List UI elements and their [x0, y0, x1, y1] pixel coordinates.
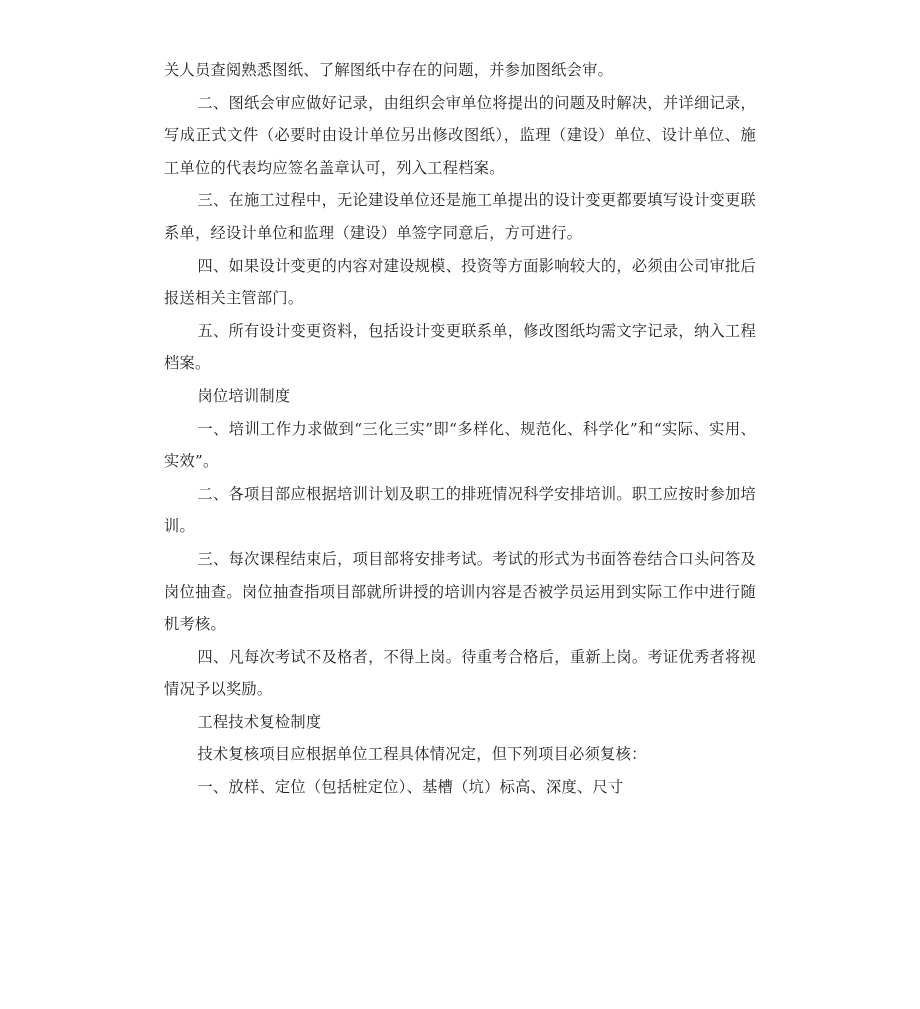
paragraph-drawing-review-record: 二、图纸会审应做好记录，由组织会审单位将提出的问题及时解决，并详细记录，写成正式文件（必要时由设计单位另出修改图纸），监理（建设）单位、设计单位、施工单位的代表均应签名盖章认可，列入工程档案。 [164, 93, 756, 177]
paragraph-training-schedule: 二、各项目部应根据培训计划及职工的排班情况科学安排培训。职工应按时参加培训。 [164, 484, 756, 536]
paragraph-review-item-one: 一、放样、定位（包括桩定位）、基槽（坑）标高、深度、尺寸 [197, 778, 624, 797]
paragraph-change-archive: 五、所有设计变更资料，包括设计变更联系单，修改图纸均需文字记录，纳入工程档案。 [164, 321, 756, 373]
document-page [164, 54, 756, 804]
paragraph-review-items-intro: 技术复核项目应根据单位工程具体情况定，但下列项目必须复核： [197, 745, 647, 764]
paragraph-design-change: 三、在施工过程中，无论建设单位还是施工单提出的设计变更都要填写设计变更联系单，经设计单位和监理（建设）单签字同意后，方可进行。 [164, 191, 756, 242]
paragraph-change-approval: 四、如果设计变更的内容对建设规模、投资等方面影响较大的，必须由公司审批后报送相关主管部门。 [164, 256, 756, 308]
paragraph-training-goal: 一、培训工作力求做到“三化三实”即“多样化、规范化、科学化”和“实际、实用、实效”。 [164, 419, 756, 471]
section-heading-training: 岗位培训制度 [197, 386, 291, 405]
paragraph-continuation: 关人员查阅熟悉图纸、了解图纸中存在的问题，并参加图纸会审。 [164, 61, 614, 79]
paragraph-training-exam: 三、每次课程结束后，项目部将安排考试。考试的形式为书面答卷结合口头问答及岗位抽查。岗位抽查指项目部就所讲授的培训内容是否被学员运用到实际工作中进行随机考核。 [164, 549, 756, 634]
section-heading-technical-review: 工程技术复检制度 [197, 712, 322, 731]
paragraph-training-failure: 四、凡每次考试不及格者，不得上岗。待重考合格后，重新上岗。考证优秀者将视情况予以奖励。 [164, 647, 756, 699]
